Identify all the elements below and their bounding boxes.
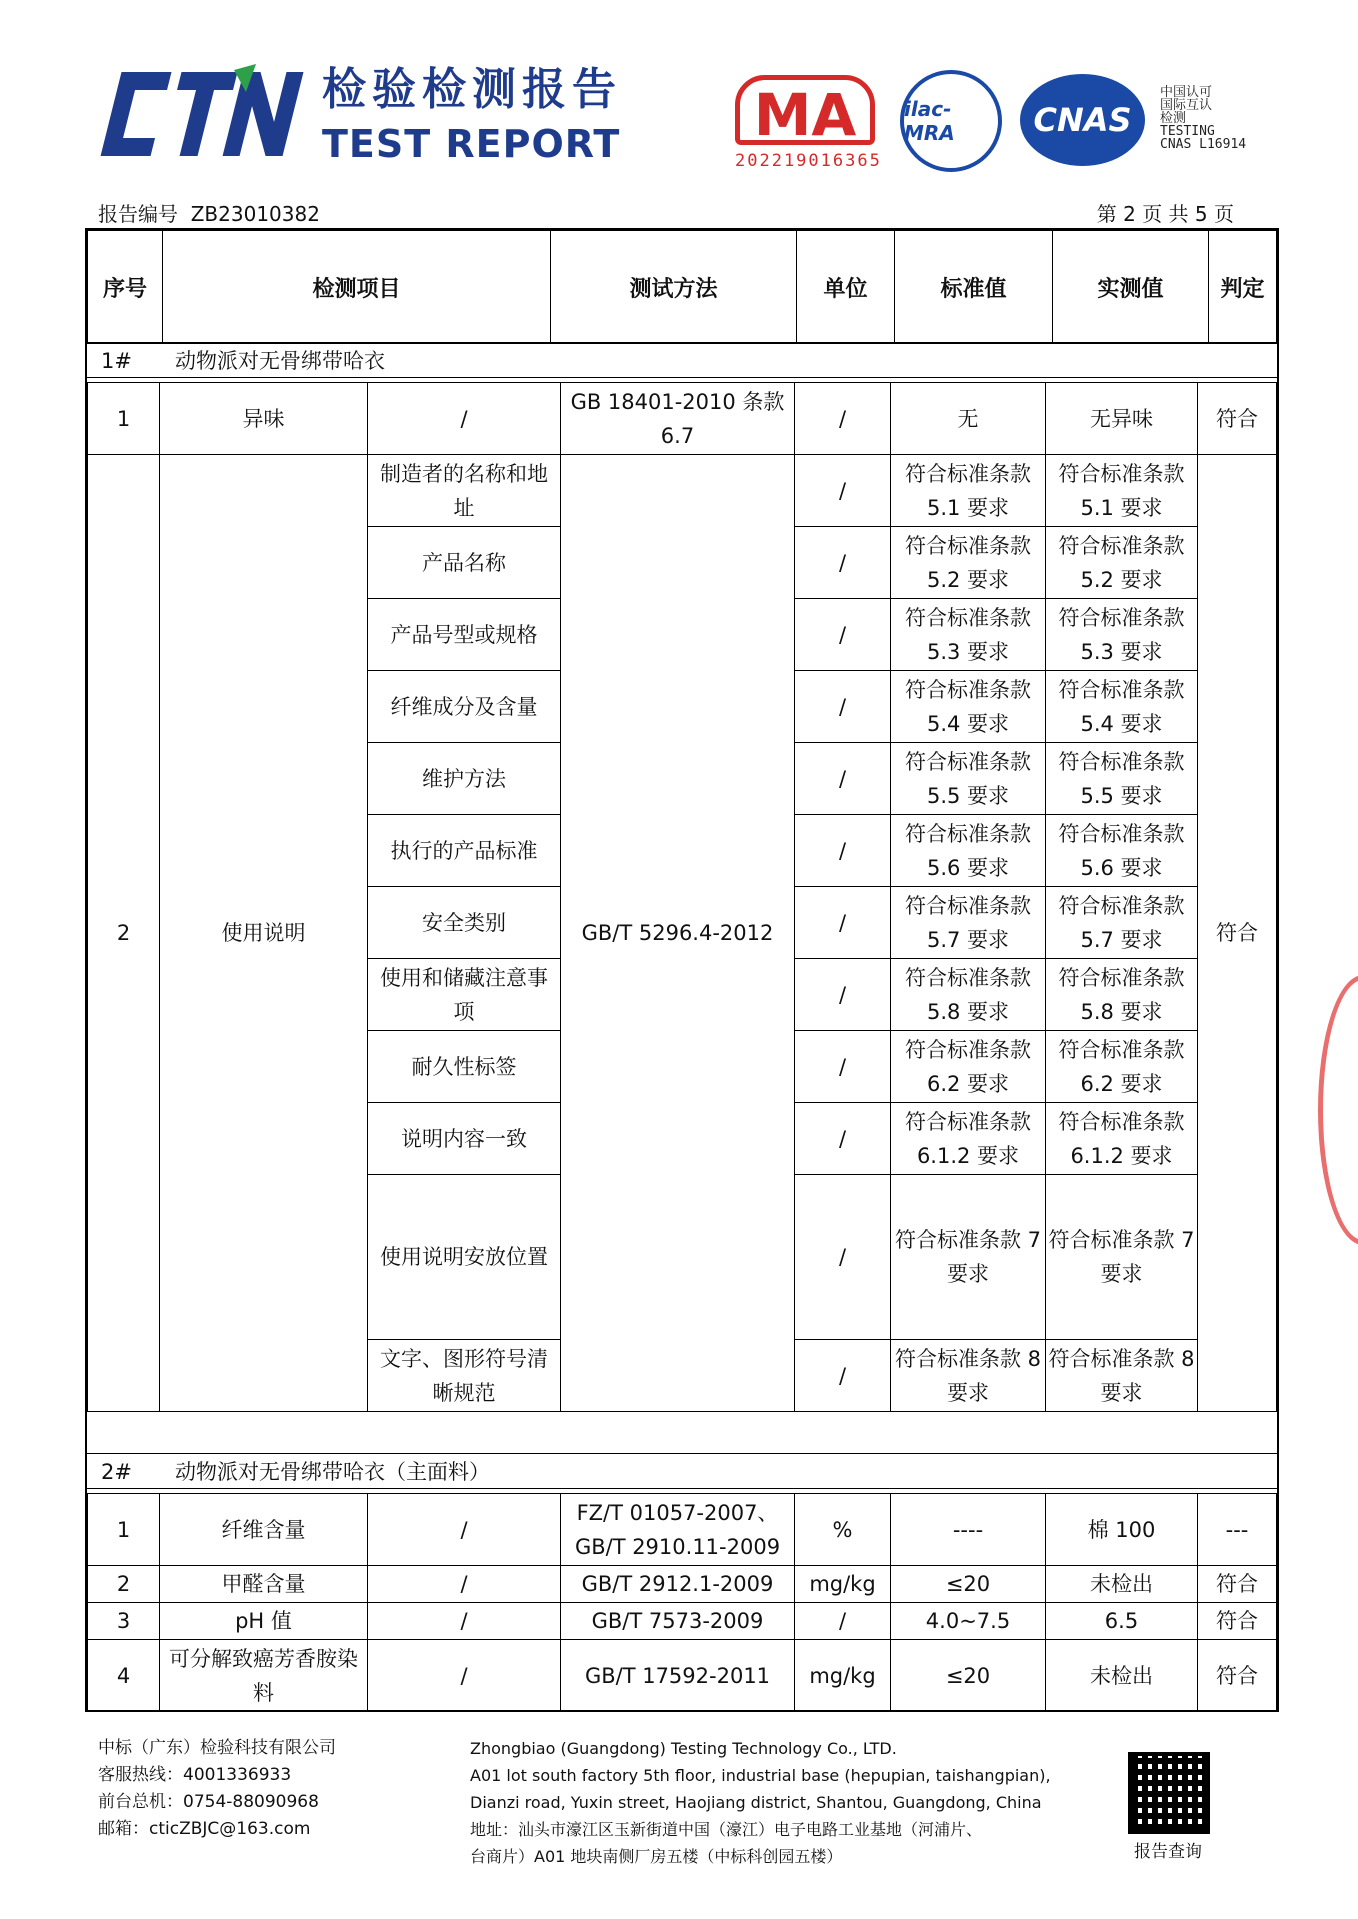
address-en-line: Dianzi road, Yuxin street, Haojiang district, Shantou, Guangdong, China (470, 1793, 1042, 1812)
cell-item: 使用说明 (160, 455, 368, 1412)
cell-standard: 符合标准条款 5.8 要求 (891, 959, 1046, 1031)
cell-standard: 符合标准条款 5.3 要求 (891, 599, 1046, 671)
cell-unit: mg/kg (795, 1640, 891, 1712)
cell-measured: 符合标准条款 5.8 要求 (1046, 959, 1198, 1031)
cell-measured: 符合标准条款 5.6 要求 (1046, 815, 1198, 887)
cell-standard: 符合标准条款 5.4 要求 (891, 671, 1046, 743)
col-unit: 单位 (797, 231, 895, 344)
cell-measured: 符合标准条款 5.2 要求 (1046, 527, 1198, 599)
cnas-caption-line: TESTING (1160, 124, 1215, 139)
cell-unit: / (795, 599, 891, 671)
cell-sub: / (368, 1640, 561, 1712)
col-measured: 实测值 (1053, 231, 1209, 344)
sample-name: 动物派对无骨绑带哈衣 (175, 349, 385, 373)
footer-address (470, 1735, 1120, 1870)
cell-unit: / (795, 455, 891, 527)
cell-measured: 符合标准条款 6.1.2 要求 (1046, 1103, 1198, 1175)
table-header (87, 230, 1277, 344)
cell-measured: 未检出 (1046, 1566, 1198, 1603)
address-en-line: A01 lot south factory 5th floor, industrial base (hepupian, taishangpian), (470, 1766, 1051, 1785)
cma-mark (735, 75, 882, 171)
cell-unit: / (795, 1103, 891, 1175)
cell-sub: 耐久性标签 (368, 1031, 561, 1103)
cnas-caption-line: 国际互认 (1160, 98, 1213, 113)
cell-unit: / (795, 383, 891, 455)
inspection-stamp (1318, 975, 1358, 1245)
cell-standard: 符合标准条款 8 要求 (891, 1340, 1046, 1412)
email: 邮箱：cticZBJC@163.com (98, 1819, 311, 1839)
cell-measured: 符合标准条款 8 要求 (1046, 1340, 1198, 1412)
cell-standard: 符合标准条款 6.1.2 要求 (891, 1103, 1046, 1175)
cell-measured: 符合标准条款 5.7 要求 (1046, 887, 1198, 959)
cell-sub: 维护方法 (368, 743, 561, 815)
cell-unit: / (795, 1603, 891, 1640)
report-title-en: TEST REPORT (322, 122, 621, 166)
cell-measured: 符合标准条款 6.2 要求 (1046, 1031, 1198, 1103)
cell-standard: ≤20 (891, 1566, 1046, 1603)
cell-measured: 符合标准条款 7 要求 (1046, 1175, 1198, 1340)
cell-standard: 符合标准条款 5.2 要求 (891, 527, 1046, 599)
cell-method: GB/T 5296.4-2012 (561, 455, 795, 1412)
sample-section-1 (87, 342, 1277, 378)
svg-text:CTNC: CTNC (84, 166, 87, 167)
cell-result: 符合 (1198, 1566, 1277, 1603)
cell-result: 符合 (1198, 455, 1277, 1412)
company-name-en: Zhongbiao (Guangdong) Testing Technology Co., LTD. (470, 1739, 897, 1758)
cnas-icon (1020, 74, 1145, 166)
col-no: 序号 (88, 231, 163, 344)
cnas-text: CNAS (1033, 101, 1132, 139)
sample-section-2 (87, 1453, 1277, 1489)
front-desk: 前台总机：0754-88090968 (98, 1792, 319, 1812)
cnas-caption (1160, 86, 1246, 151)
cell-unit: / (795, 1031, 891, 1103)
table-row (88, 1603, 1277, 1640)
cell-sub: / (368, 1494, 561, 1566)
col-item: 检测项目 (163, 231, 551, 344)
address-cn-line: 台商片）A01 地块南侧厂房五楼（中标科创园五楼） (470, 1847, 843, 1866)
cell-unit: / (795, 527, 891, 599)
cell-method: GB/T 17592-2011 (561, 1640, 795, 1712)
cell-standard: 符合标准条款 5.5 要求 (891, 743, 1046, 815)
cell-sub: / (368, 383, 561, 455)
cell-standard: 符合标准条款 7 要求 (891, 1175, 1046, 1340)
cell-no: 1 (88, 383, 160, 455)
cell-result: 符合 (1198, 383, 1277, 455)
cell-standard: 4.0~7.5 (891, 1603, 1046, 1640)
cell-item: 异味 (160, 383, 368, 455)
cell-no: 2 (88, 1566, 160, 1603)
report-number-value: ZB23010382 (190, 202, 320, 226)
qr-caption: 报告查询 (1134, 1842, 1202, 1862)
cell-no: 2 (88, 455, 160, 1412)
footer-contact-cn (98, 1735, 336, 1843)
cell-unit: / (795, 743, 891, 815)
cell-measured: 符合标准条款 5.1 要求 (1046, 455, 1198, 527)
cell-standard: 无 (891, 383, 1046, 455)
cell-sub: / (368, 1566, 561, 1603)
company-name-cn: 中标（广东）检验科技有限公司 (98, 1738, 336, 1758)
cell-sub: / (368, 1603, 561, 1640)
section2-table (87, 1493, 1277, 1712)
cnas-caption-line: 检测 (1160, 111, 1187, 126)
cell-measured: 符合标准条款 5.4 要求 (1046, 671, 1198, 743)
cell-sub: 使用说明安放位置 (368, 1175, 561, 1340)
cell-measured: 符合标准条款 5.3 要求 (1046, 599, 1198, 671)
cell-standard: 符合标准条款 6.2 要求 (891, 1031, 1046, 1103)
table-row (88, 1494, 1277, 1566)
cell-measured: 6.5 (1046, 1603, 1198, 1640)
table-row (88, 1640, 1277, 1712)
cell-unit: / (795, 671, 891, 743)
ma-number: 202219016365 (735, 151, 882, 171)
cell-sub: 纤维成分及含量 (368, 671, 561, 743)
cell-method: FZ/T 01057-2007、GB/T 2910.11-2009 (561, 1494, 795, 1566)
col-result: 判定 (1209, 231, 1277, 344)
cell-unit: / (795, 887, 891, 959)
sample-number: 1# (101, 349, 132, 373)
cell-measured: 无异味 (1046, 383, 1198, 455)
table-row (88, 455, 1277, 527)
section1-table (87, 382, 1277, 1412)
cell-sub: 安全类别 (368, 887, 561, 959)
cell-sub: 文字、图形符号清晰规范 (368, 1340, 561, 1412)
ilac-mra-icon (900, 70, 1002, 172)
cell-no: 3 (88, 1603, 160, 1640)
report-number-label: 报告编号 (98, 202, 178, 226)
cell-standard: 符合标准条款 5.6 要求 (891, 815, 1046, 887)
table-row (88, 383, 1277, 455)
cell-item: 可分解致癌芳香胺染料 (160, 1640, 368, 1712)
hotline: 客服热线：4001336933 (98, 1765, 292, 1785)
col-method: 测试方法 (551, 231, 797, 344)
cell-unit: / (795, 815, 891, 887)
page-info: 第 2 页 共 5 页 (1096, 202, 1234, 226)
cell-sub: 产品号型或规格 (368, 599, 561, 671)
cell-measured: 符合标准条款 5.5 要求 (1046, 743, 1198, 815)
cell-method: GB/T 2912.1-2009 (561, 1566, 795, 1603)
address-cn-line: 地址：汕头市濠江区玉新街道中国（濠江）电子电路工业基地（河浦片、 (470, 1820, 983, 1839)
cell-unit: mg/kg (795, 1566, 891, 1603)
cell-method: GB 18401-2010 条款 6.7 (561, 383, 795, 455)
report-title-cn: 检验检测报告 (322, 64, 622, 115)
cell-unit: / (795, 1175, 891, 1340)
cell-item: pH 值 (160, 1603, 368, 1640)
cell-unit: % (795, 1494, 891, 1566)
cell-unit: / (795, 959, 891, 1031)
cell-measured: 棉 100 (1046, 1494, 1198, 1566)
table-row (88, 1566, 1277, 1603)
ma-logo-text: MA (735, 75, 875, 145)
col-standard: 标准值 (895, 231, 1053, 344)
sample-name: 动物派对无骨绑带哈衣（主面料） (175, 1460, 490, 1484)
cell-result: 符合 (1198, 1640, 1277, 1712)
cell-result: --- (1198, 1494, 1277, 1566)
cell-item: 纤维含量 (160, 1494, 368, 1566)
ctnc-logo-icon (84, 62, 314, 167)
report-number (98, 198, 320, 227)
cnas-caption-line: 中国认可 (1160, 85, 1213, 100)
cell-sub: 制造者的名称和地址 (368, 455, 561, 527)
cell-unit: / (795, 1340, 891, 1412)
qr-code-icon[interactable] (1128, 1752, 1210, 1834)
cell-standard: ---- (891, 1494, 1046, 1566)
ctnc-logo (84, 62, 664, 187)
cnas-caption-line: CNAS L16914 (1160, 137, 1247, 152)
cell-no: 1 (88, 1494, 160, 1566)
cell-sub: 执行的产品标准 (368, 815, 561, 887)
sample-number: 2# (101, 1460, 132, 1484)
cell-result: 符合 (1198, 1603, 1277, 1640)
cell-no: 4 (88, 1640, 160, 1712)
cell-standard: ≤20 (891, 1640, 1046, 1712)
cell-item: 甲醛含量 (160, 1566, 368, 1603)
cell-sub: 说明内容一致 (368, 1103, 561, 1175)
cell-sub: 使用和储藏注意事项 (368, 959, 561, 1031)
cell-standard: 符合标准条款 5.1 要求 (891, 455, 1046, 527)
cell-standard: 符合标准条款 5.7 要求 (891, 887, 1046, 959)
cell-method: GB/T 7573-2009 (561, 1603, 795, 1640)
cell-sub: 产品名称 (368, 527, 561, 599)
cell-measured: 未检出 (1046, 1640, 1198, 1712)
ilac-text: ilac-MRA (904, 97, 955, 145)
